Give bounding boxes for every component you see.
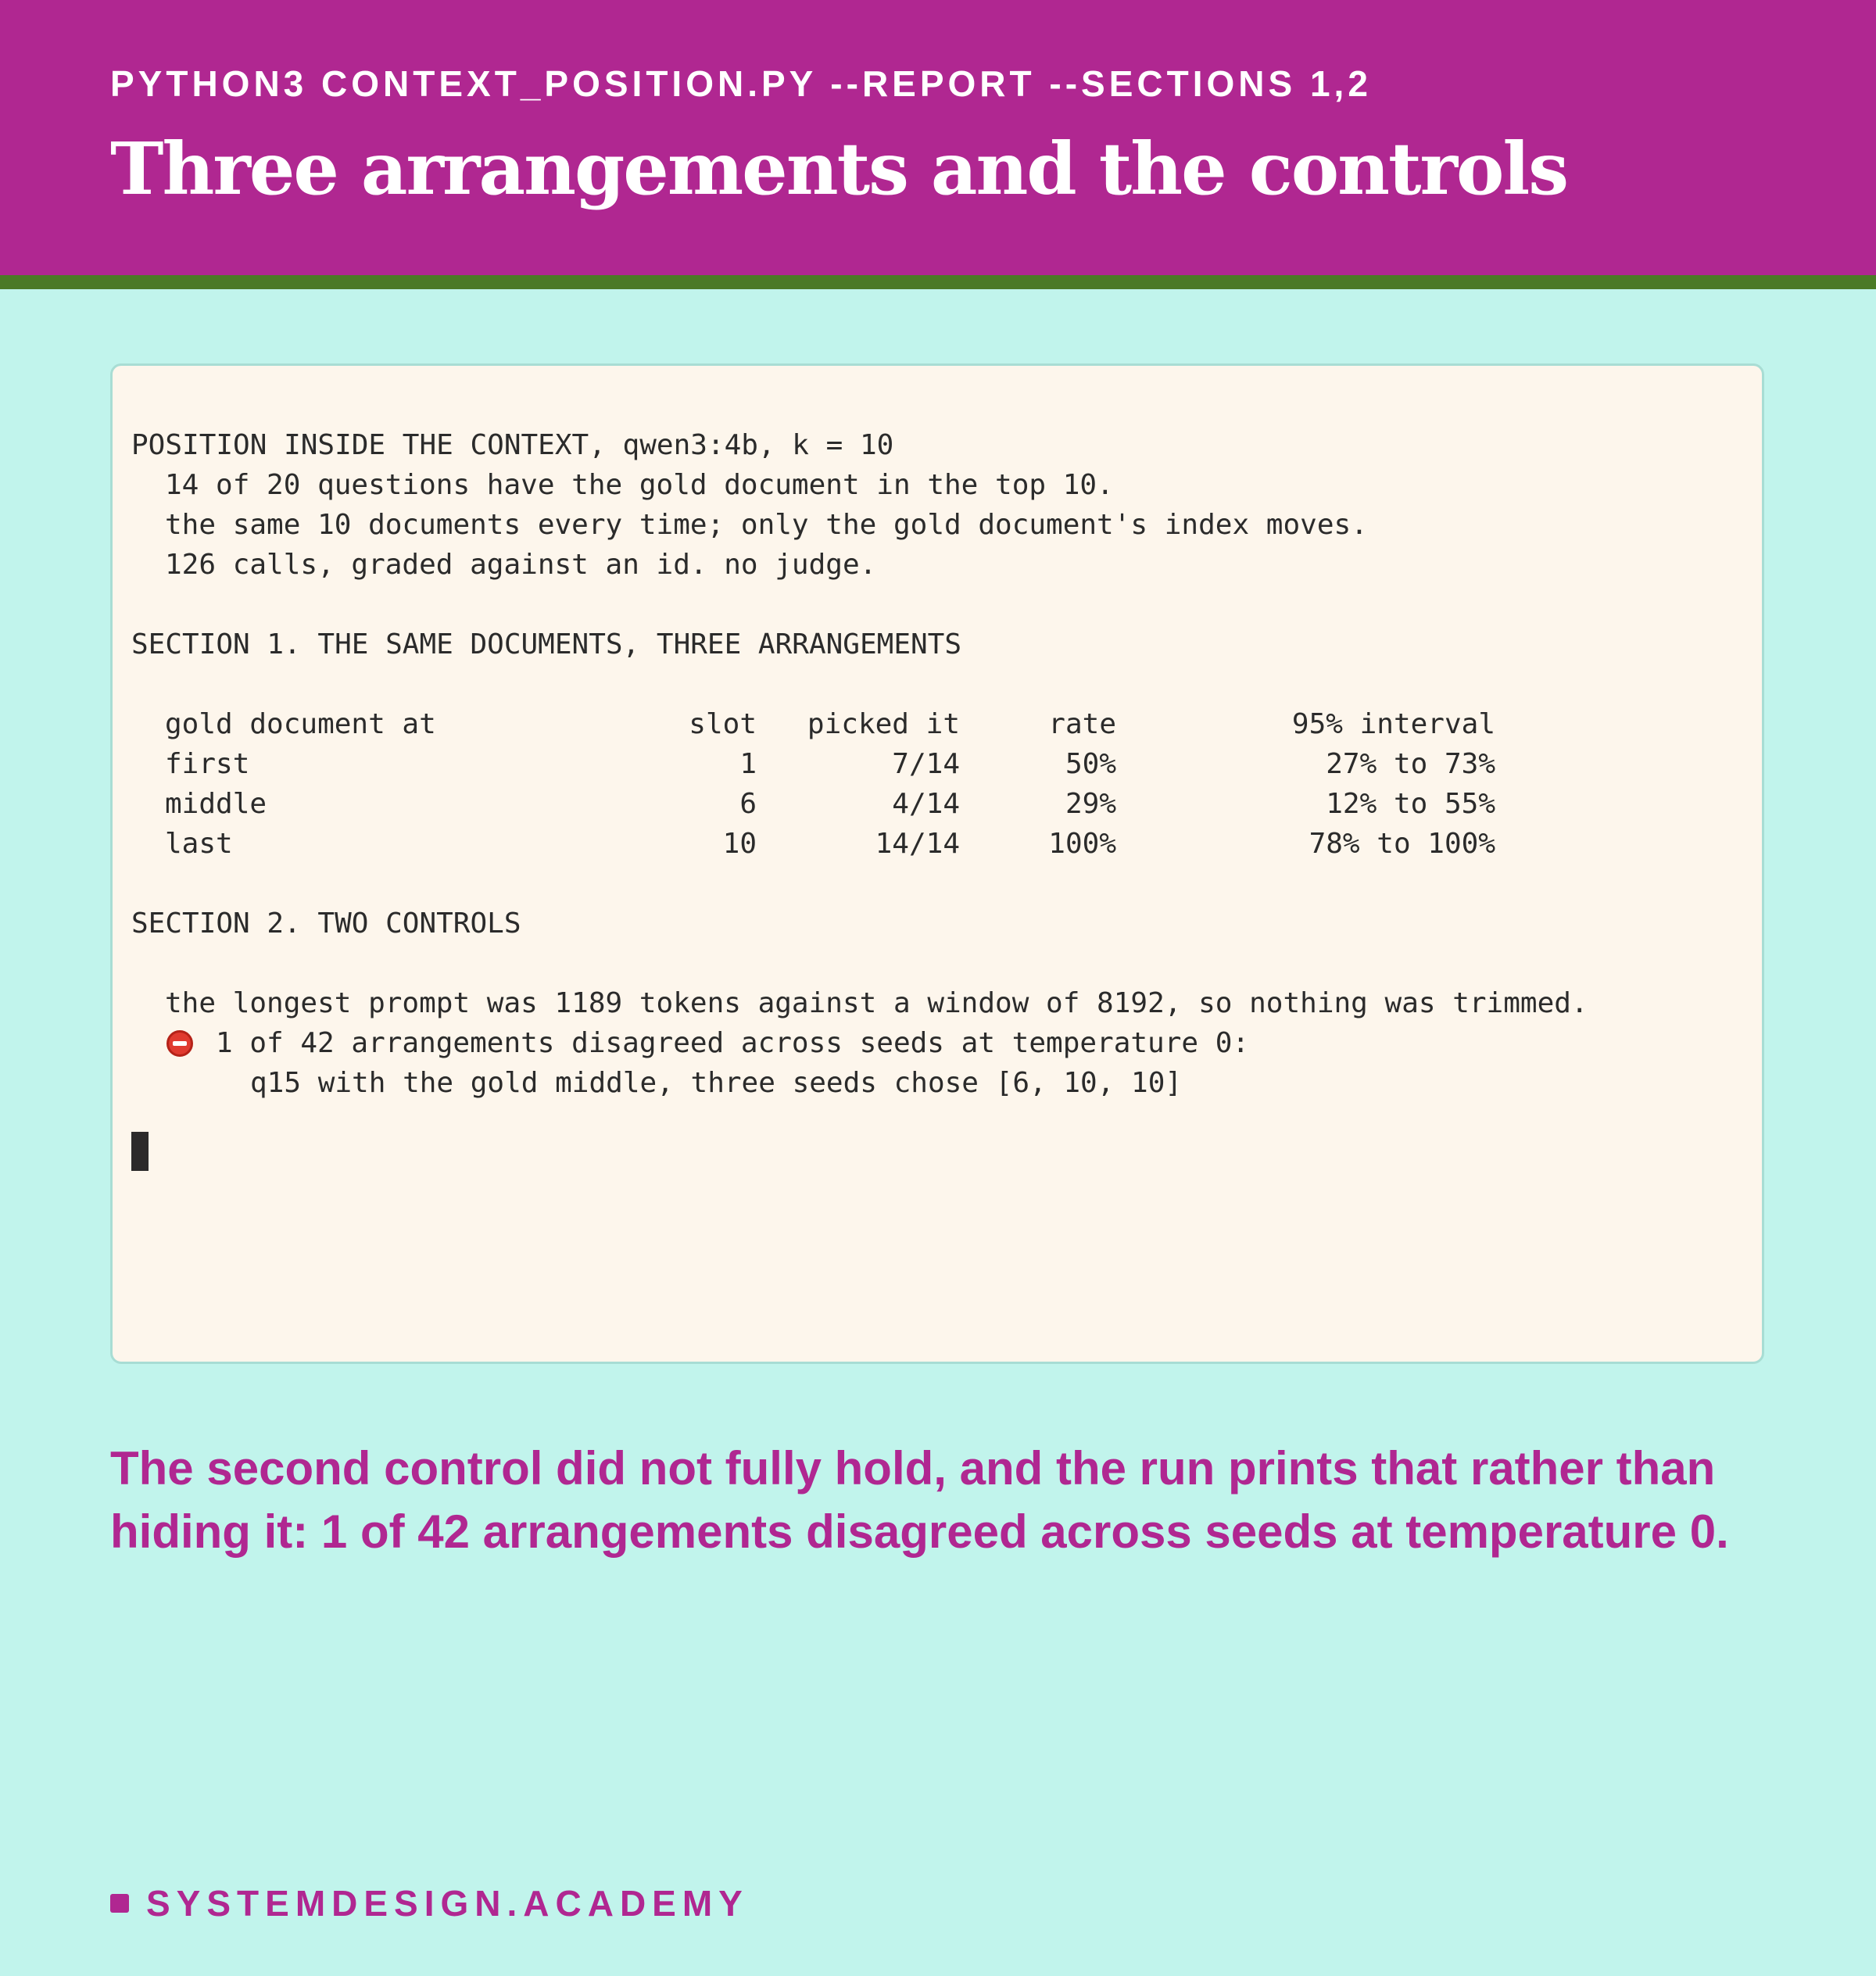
row-picked: 4/14 [892,788,960,820]
column-header-interval: 95% interval [1291,708,1495,740]
command-line: PYTHON3 CONTEXT_POSITION.PY --REPORT --SECTIONS 1,2 [110,63,1372,104]
row-interval: 12% to 55% [1326,788,1495,820]
row-interval: 27% to 73% [1326,748,1495,780]
row-interval: 78% to 100% [1309,828,1495,860]
row-slot: 1 [739,748,757,780]
terminal-cursor [131,1132,149,1171]
row-position: middle [165,788,267,820]
brand-square-icon [110,1894,129,1913]
section2-heading: SECTION 2. TWO CONTROLS [131,907,521,940]
no-entry-icon [166,1030,193,1057]
row-picked: 7/14 [892,748,960,780]
column-header-position: gold document at [165,708,436,740]
column-header-rate: rate [1048,708,1116,740]
header-rule [0,275,1876,289]
row-rate: 50% [1065,748,1116,780]
terminal-window [110,363,1764,1364]
intro-line: the same 10 documents every time; only the gold document's index moves. [165,509,1368,541]
column-header-picked: picked it [807,708,960,740]
brand-name: SYSTEMDESIGN.ACADEMY [146,1883,749,1924]
intro-heading: POSITION INSIDE THE CONTEXT, qwen3:4b, k = 10 [131,429,894,461]
row-rate: 100% [1048,828,1116,860]
row-slot: 10 [722,828,757,860]
brand-footer [110,1882,749,1924]
row-rate: 29% [1065,788,1116,820]
row-position: first [165,748,250,780]
prompt-length-line: the longest prompt was 1189 tokens against a window of 8192, so nothing was trimmed. [165,987,1588,1019]
section1-heading: SECTION 1. THE SAME DOCUMENTS, THREE ARRANGEMENTS [131,628,962,660]
warning-line: 1 of 42 arrangements disagreed across seeds at temperature 0: [216,1027,1250,1059]
row-position: last [165,828,233,860]
column-header-slot: slot [689,708,757,740]
warning-detail-line: q15 with the gold middle, three seeds chose [6, 10, 10] [250,1067,1183,1099]
intro-line: 126 calls, graded against an id. no judge. [165,549,877,581]
row-picked: 14/14 [875,828,960,860]
caption: The second control did not fully hold, and the run prints that rather than hiding it: 1 of 42 arrangements disagreed across seeds at temperature 0. [110,1442,1729,1558]
row-slot: 6 [739,788,757,820]
intro-line: 14 of 20 questions have the gold document in the top 10. [165,469,1114,501]
page-title: Three arrangements and the controls [110,127,1568,211]
